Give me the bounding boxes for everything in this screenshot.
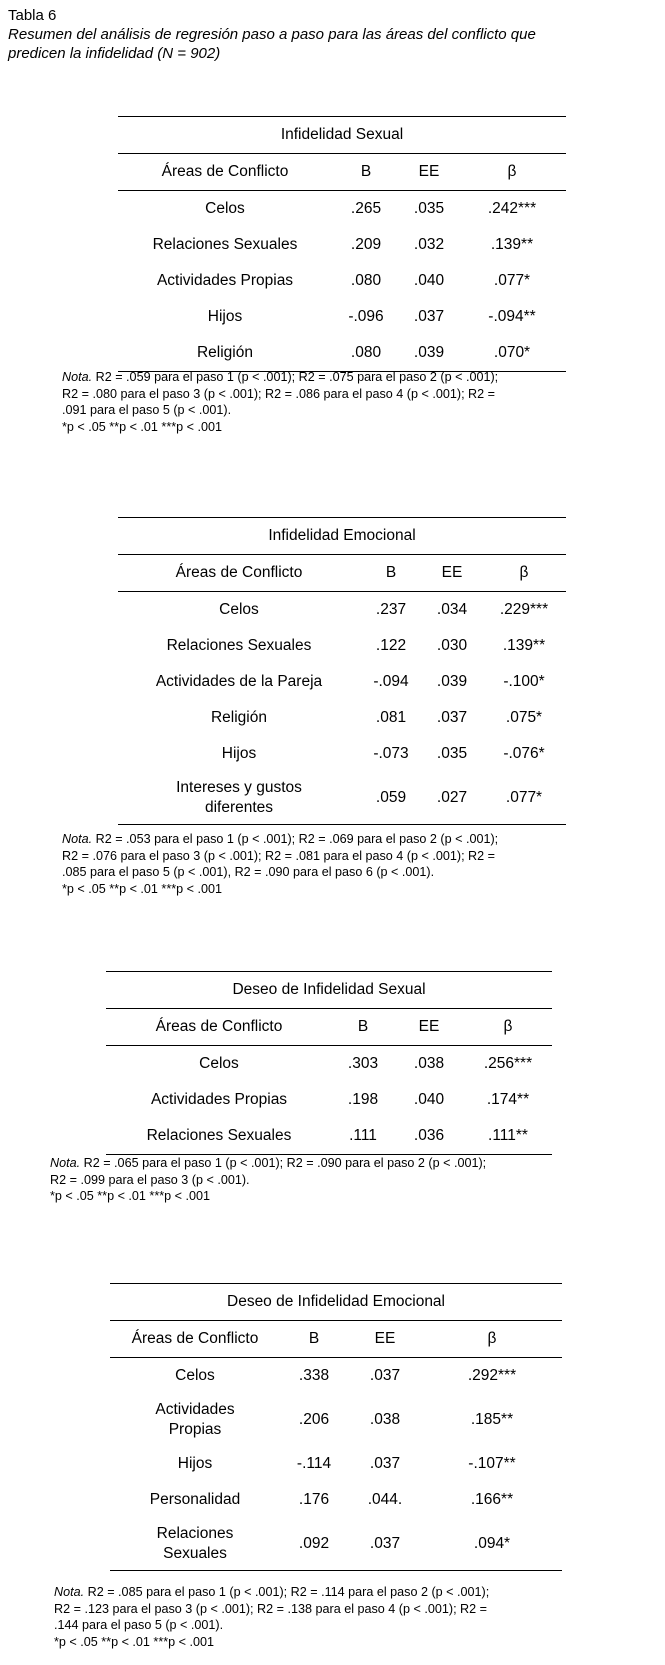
significance-legend: *p < .05 **p < .01 ***p < .001 xyxy=(62,419,222,434)
cell-area: Actividades Propias xyxy=(150,1091,288,1108)
column-header-beta: β xyxy=(464,1009,552,1046)
cell-b: .176 xyxy=(298,1491,330,1508)
column-header-ee: EE xyxy=(400,154,458,191)
cell-ee: .037 xyxy=(436,709,468,726)
cell-area: Celos xyxy=(205,200,245,217)
significance-legend: *p < .05 **p < .01 ***p < .001 xyxy=(54,1634,214,1649)
cell-b: .080 xyxy=(350,272,382,289)
cell-area: Relaciones Sexuales xyxy=(106,1118,332,1155)
table-row xyxy=(118,628,566,664)
cell-beta: -.107** xyxy=(468,1455,516,1472)
cell-b: .111 xyxy=(332,1118,394,1155)
cell-beta: .139** xyxy=(502,637,546,654)
table-row xyxy=(110,1358,562,1395)
column-header-b: B xyxy=(332,1009,394,1046)
column-header-area: Áreas de Conflicto xyxy=(106,1009,332,1046)
table-row xyxy=(118,736,566,772)
table-row xyxy=(118,664,566,700)
cell-b: -.073 xyxy=(373,745,409,762)
column-header-area: Áreas de Conflicto xyxy=(118,154,332,191)
table-note xyxy=(54,1584,634,1650)
cell-area: Hijos xyxy=(207,308,243,325)
cell-beta: -.076* xyxy=(503,745,545,762)
table-title: Deseo de Infidelidad Emocional xyxy=(110,1284,562,1321)
table-row xyxy=(110,1394,562,1446)
table-row xyxy=(118,299,566,335)
table-note xyxy=(62,831,622,897)
note-label: Nota. xyxy=(62,370,93,384)
cell-beta: .185** xyxy=(470,1411,514,1428)
cell-ee: .037 xyxy=(348,1518,422,1571)
cell-area: Relaciones Sexuales xyxy=(110,1518,280,1571)
cell-beta: .242*** xyxy=(487,200,537,217)
table-note xyxy=(62,369,622,435)
cell-area: Relaciones Sexuales xyxy=(152,236,298,253)
note-line: .091 para el paso 5 (p < .001). xyxy=(62,403,232,417)
cell-b: .092 xyxy=(280,1518,348,1571)
note-label: Nota. xyxy=(50,1156,81,1170)
column-header-area: Áreas de Conflicto xyxy=(110,1321,280,1358)
cell-ee: .035 xyxy=(413,200,445,217)
cell-area: Actividades de la Pareja xyxy=(155,673,323,690)
table-label: Tabla 6 xyxy=(8,7,57,24)
cell-b: .206 xyxy=(298,1411,330,1428)
table-row xyxy=(118,592,566,629)
cell-beta: .077* xyxy=(493,272,531,289)
note-text: R2 = .065 para el paso 1 (p < .001); R2 = .090 para el paso 2 (p < .001); xyxy=(83,1156,487,1170)
cell-b: .081 xyxy=(375,709,407,726)
cell-b: -.096 xyxy=(348,308,384,325)
note-text: R2 = .053 para el paso 1 (p < .001); R2 = .069 para el paso 2 (p < .001); xyxy=(95,832,499,846)
cell-beta: .077* xyxy=(482,772,566,825)
cell-beta: .075* xyxy=(505,709,543,726)
cell-b: .122 xyxy=(375,637,407,654)
column-header-b: B xyxy=(360,555,422,592)
cell-area: Hijos xyxy=(177,1455,213,1472)
column-header-ee: EE xyxy=(348,1321,422,1358)
cell-area: Celos xyxy=(175,1367,215,1384)
cell-ee: .037 xyxy=(369,1455,401,1472)
note-text: R2 = .085 para el paso 1 (p < .001); R2 = .114 para el paso 2 (p < .001); xyxy=(87,1585,490,1599)
cell-ee: .034 xyxy=(436,601,468,618)
table-row xyxy=(118,335,566,372)
table-title: Infidelidad Emocional xyxy=(118,518,566,555)
note-text: R2 = .059 para el paso 1 (p < .001); R2 = .075 para el paso 2 (p < .001); xyxy=(95,370,499,384)
significance-legend: *p < .05 **p < .01 ***p < .001 xyxy=(50,1189,210,1203)
note-label: Nota. xyxy=(62,832,93,846)
column-header-ee: EE xyxy=(422,555,482,592)
table-row xyxy=(110,1518,562,1571)
table-row xyxy=(118,191,566,228)
note-line: .085 para el paso 5 (p < .001), R2 = .090 para el paso 6 (p < .001). xyxy=(62,865,435,879)
table-infidelidad-emocional xyxy=(118,517,566,825)
cell-ee: .039 xyxy=(436,673,468,690)
document-header xyxy=(8,6,536,63)
cell-b: .059 xyxy=(360,772,422,825)
cell-beta: .166** xyxy=(470,1491,514,1508)
cell-beta: -.094** xyxy=(488,308,536,325)
cell-b: -.094 xyxy=(373,673,409,690)
cell-ee: .040 xyxy=(413,1091,445,1108)
cell-b: .237 xyxy=(375,601,407,618)
column-header-beta: β xyxy=(458,154,566,191)
cell-b: .265 xyxy=(350,200,382,217)
table-row xyxy=(106,1046,552,1083)
column-header-area: Áreas de Conflicto xyxy=(118,555,360,592)
table-caption-line-2: predicen la infidelidad (N = 902) xyxy=(8,45,221,62)
cell-ee: .044. xyxy=(367,1491,403,1508)
cell-ee: .038 xyxy=(413,1055,445,1072)
column-header-b: B xyxy=(332,154,400,191)
table-row xyxy=(118,772,566,825)
table-row xyxy=(106,1118,552,1155)
table-title: Infidelidad Sexual xyxy=(118,117,566,154)
cell-ee: .032 xyxy=(413,236,445,253)
table-row xyxy=(118,263,566,299)
note-line: R2 = .076 para el paso 3 (p < .001); R2 = .081 para el paso 4 (p < .001); R2 = xyxy=(62,848,496,863)
significance-legend: *p < .05 **p < .01 ***p < .001 xyxy=(62,881,222,896)
cell-beta: .292*** xyxy=(467,1367,517,1384)
cell-ee: .040 xyxy=(413,272,445,289)
cell-ee: .038 xyxy=(369,1411,401,1428)
cell-area: Hijos xyxy=(221,745,257,762)
cell-area: Religión xyxy=(118,335,332,372)
table-caption-line-1: Resumen del análisis de regresión paso a paso para las áreas del conflicto que xyxy=(8,26,536,43)
cell-ee: .037 xyxy=(413,308,445,325)
cell-area: Celos xyxy=(219,601,259,618)
cell-b: -.114 xyxy=(296,1455,332,1472)
table-row xyxy=(118,700,566,736)
note-line xyxy=(62,369,622,386)
note-line: .144 para el paso 5 (p < .001). xyxy=(54,1618,224,1632)
cell-beta: .094* xyxy=(422,1518,562,1571)
note-line xyxy=(54,1584,634,1601)
cell-ee: .027 xyxy=(422,772,482,825)
cell-b: .338 xyxy=(298,1367,330,1384)
cell-b: .198 xyxy=(347,1091,379,1108)
column-header-b: B xyxy=(280,1321,348,1358)
note-line: R2 = .080 para el paso 3 (p < .001); R2 = .086 para el paso 4 (p < .001); R2 = xyxy=(62,386,496,401)
table-infidelidad-sexual xyxy=(118,116,566,372)
table-deseo-infidelidad-emocional xyxy=(110,1283,562,1571)
cell-area: Actividades Propias xyxy=(155,1401,235,1438)
cell-area: Intereses y gustos diferentes xyxy=(118,772,360,825)
cell-beta: .174** xyxy=(486,1091,530,1108)
table-note xyxy=(50,1155,630,1205)
note-line xyxy=(50,1155,630,1172)
note-label: Nota. xyxy=(54,1585,85,1599)
note-line: R2 = .123 para el paso 3 (p < .001); R2 = .138 para el paso 4 (p < .001); R2 = xyxy=(54,1601,488,1616)
cell-beta: .256*** xyxy=(483,1055,533,1072)
column-header-beta: β xyxy=(482,555,566,592)
cell-beta: .070* xyxy=(458,335,566,372)
cell-beta: .111** xyxy=(464,1118,552,1155)
table-deseo-infidelidad-sexual xyxy=(106,971,552,1155)
cell-ee: .037 xyxy=(369,1367,401,1384)
cell-b: .080 xyxy=(332,335,400,372)
cell-ee: .036 xyxy=(394,1118,464,1155)
column-header-beta: β xyxy=(422,1321,562,1358)
note-line xyxy=(62,831,622,848)
table-row xyxy=(110,1446,562,1482)
table-row xyxy=(118,227,566,263)
column-header-ee: EE xyxy=(394,1009,464,1046)
cell-b: .209 xyxy=(350,236,382,253)
cell-b: .303 xyxy=(347,1055,379,1072)
table-row xyxy=(106,1082,552,1118)
cell-ee: .039 xyxy=(400,335,458,372)
cell-area: Religión xyxy=(210,709,267,726)
cell-area: Personalidad xyxy=(149,1491,241,1508)
cell-beta: .229*** xyxy=(499,601,549,618)
cell-ee: .030 xyxy=(436,637,468,654)
cell-area: Celos xyxy=(199,1055,239,1072)
cell-beta: .139** xyxy=(490,236,534,253)
note-line: R2 = .099 para el paso 3 (p < .001). xyxy=(50,1172,250,1187)
cell-area: Relaciones Sexuales xyxy=(166,637,312,654)
table-row xyxy=(110,1482,562,1518)
cell-beta: -.100* xyxy=(503,673,545,690)
cell-ee: .035 xyxy=(436,745,468,762)
table-title: Deseo de Infidelidad Sexual xyxy=(106,972,552,1009)
cell-area: Actividades Propias xyxy=(156,272,294,289)
